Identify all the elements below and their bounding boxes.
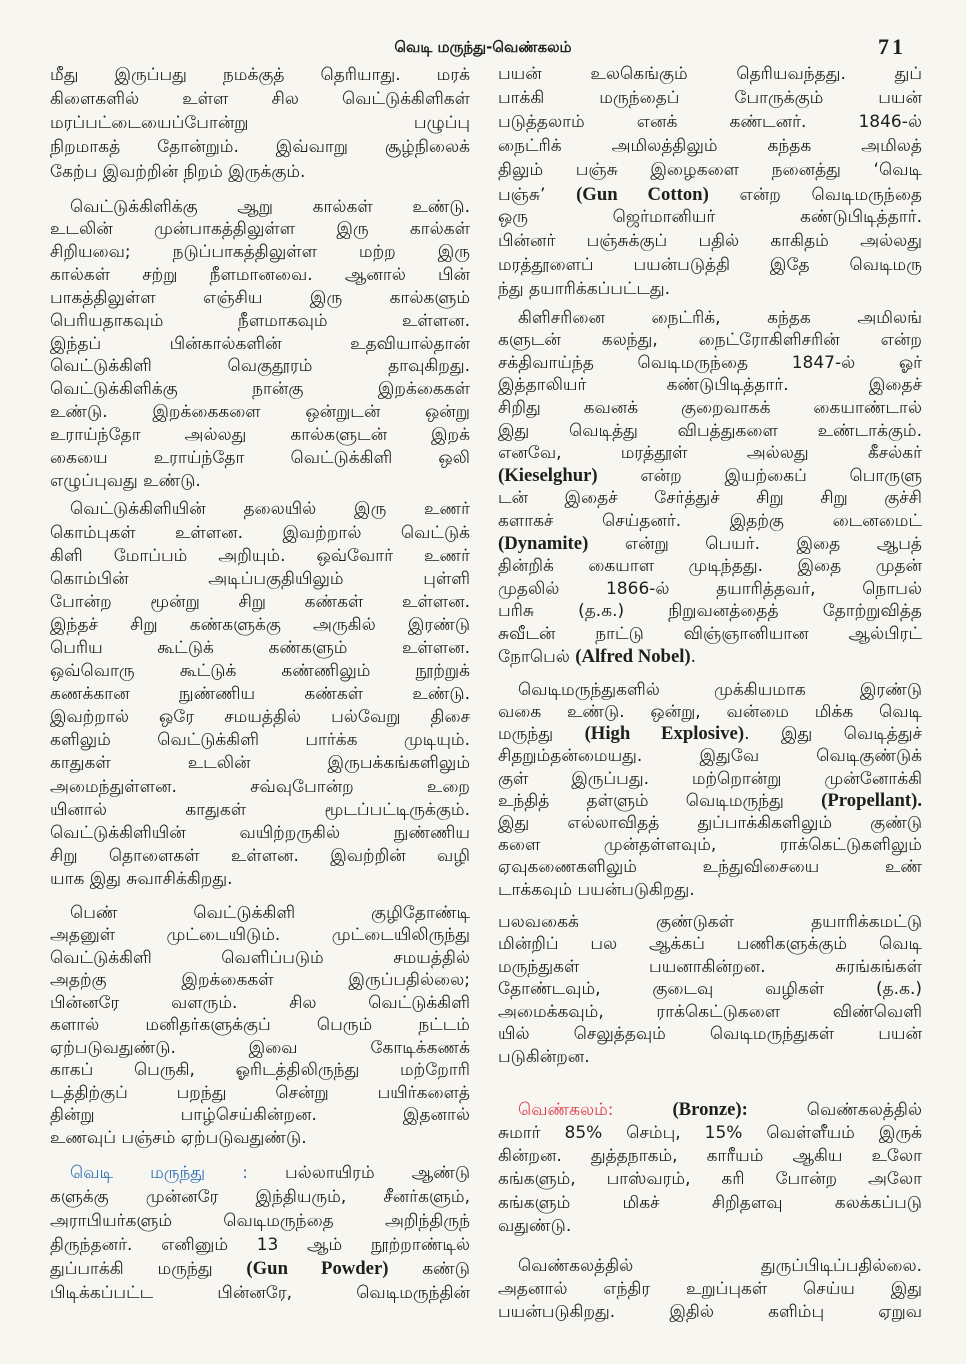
paragraph: [498, 63, 922, 302]
text-line: சக்திவாய்ந்த வெடிமருந்தை 1847-ல் ஓர்: [498, 352, 922, 373]
paragraph: [50, 498, 470, 891]
text-line: கங்களும் மிகச் சிறிதளவு கலக்கப்படு: [498, 1192, 922, 1213]
text-line: சிதறும்தன்மையது. இதுவே வெடிகுண்டுக்: [498, 746, 922, 767]
entry-heading: வெடி மருந்து :: [70, 1163, 248, 1183]
page-number: 71: [878, 34, 906, 59]
text-line: பெரிய கூட்டுக் கண்களும் உள்ளன.: [50, 638, 470, 658]
text-line: வெட்டுக்கிளிக்கு நான்கு இறக்கைகள்: [50, 379, 470, 400]
text-line: டத்திற்குப் பறந்து சென்று பயிர்களைத்: [50, 1082, 470, 1103]
english-term: (Gun Cotton): [576, 183, 709, 205]
english-term: (Gun Powder): [246, 1258, 389, 1279]
text-line: ஏற்படுவதுண்டு. இவை கோடிக்கணக்: [50, 1037, 470, 1058]
text-line: மின்றிப் பல ஆக்கப் பணிகளுக்கும் வெடி: [498, 934, 922, 955]
paragraph: [498, 911, 922, 1069]
text-line: சுமார் 85% செம்பு, 15% வெள்ளீயம் இருக்: [498, 1122, 922, 1143]
text-line: அமைந்துள்ளன. சவ்வுபோன்ற உறை: [50, 776, 470, 797]
text-line: [50, 1161, 470, 1185]
text-line: களுக்கு முன்னரே இந்தியரும், சீனர்களும்,: [50, 1187, 470, 1207]
text-line: [498, 1098, 922, 1121]
text-segment: என்ற வெடிமருந்தை: [708, 184, 922, 205]
text-segment: பல்லாயிரம் ஆண்டு: [247, 1163, 470, 1183]
text-segment: வெண்கலத்தில்: [747, 1100, 922, 1121]
paragraph: [50, 196, 470, 493]
paragraph: [498, 307, 922, 669]
text-line: இந்தப் பின்கால்களின் உதவியால்தான்: [50, 333, 470, 354]
text-line: வெட்டுக்கிளி வெகுதூரம் தாவுகிறது.: [50, 356, 470, 377]
text-line: சிறு தொளைகள் உள்ளன. இவற்றின் வழி: [50, 845, 470, 866]
text-line: யினால் காதுகள் மூடப்பட்டிருக்கும்.: [50, 799, 470, 820]
english-term: (Alfred Nobel): [575, 645, 691, 667]
text-segment: . இது வெடித்துச்: [744, 724, 922, 745]
text-line: கணக்கான நுண்ணிய கண்கள் உண்டு.: [50, 684, 470, 705]
text-line: தோண்டவும், குடைவு வழிகள் (த.க.): [498, 979, 922, 1000]
text-segment: நோபெல்: [498, 646, 576, 667]
text-line: படுத்தலாம் எனக் கண்டனர். 1846-ல்: [498, 111, 922, 132]
text-line: சுவீடன் நாட்டு விஞ்ஞானியான ஆல்பிரட்: [498, 624, 922, 644]
right-column: [498, 0, 922, 1364]
text-line: கிளைகளில் உள்ள சில வெட்டுக்கிளிகள்: [50, 89, 470, 110]
text-line: ஏவுகணைகளிலும் உந்துவிசையை உண்: [498, 857, 922, 878]
text-line: கேற்ப இவற்றின் நிறம் இருக்கும்.: [50, 161, 306, 182]
text-line: கிளி மோப்பம் அறியும். ஒவ்வோர் உணர்: [50, 545, 470, 566]
paragraph: [498, 679, 922, 901]
paragraph: [50, 63, 470, 184]
text-line: காதுகள் உடலின் இருபக்கங்களிலும்: [50, 753, 470, 774]
text-line: [498, 646, 922, 669]
text-line: உடலின் முன்பாகத்திலுள்ள இரு கால்கள்: [50, 219, 470, 240]
text-segment: உந்தித் தள்ளும் வெடிமருந்து: [498, 790, 822, 811]
text-line: பின்னர் பஞ்சுக்குப் பதில் காகிதம் அல்லது: [498, 231, 922, 252]
text-line: கின்றன. துத்தநாகம், காரீயம் ஆகிய உலோ: [498, 1146, 922, 1167]
text-line: கொம்பின் அடிப்பகுதியிலும் புள்ளி: [50, 568, 470, 589]
text-line: வெடிமருந்துகளில் முக்கியமாக இரண்டு: [518, 679, 922, 700]
text-line: வெட்டுக்கிளி வெளிப்படும் சமயத்தில்: [50, 947, 470, 968]
text-segment: என்ற இயற்கைப் பொருளு: [597, 465, 922, 486]
text-line: பலவகைக் குண்டுகள் தயாரிக்கமட்டு: [498, 911, 922, 932]
text-segment: கண்டு: [388, 1259, 470, 1279]
english-term: (Kieselghur): [498, 464, 598, 486]
text-line: அதனால் எந்திர உறுப்புகள் செய்ய இது: [498, 1278, 922, 1299]
text-segment: மருந்து: [498, 724, 585, 745]
text-line: திலும் பஞ்சு இழைகளை நனைத்து ‘வெடி: [498, 159, 922, 180]
text-line: பாகத்திலுள்ள எஞ்சிய இரு கால்களும்: [50, 287, 470, 308]
text-line: களாகச் செய்தனர். இதற்கு டைனமைட்: [498, 511, 922, 532]
text-line: [50, 1257, 470, 1281]
text-line: மருந்துகள் பயனாகின்றன. சுரங்கங்கள்: [498, 956, 922, 977]
english-term: (High Explosive): [584, 723, 745, 745]
entry-heading: வெண்கலம்:: [518, 1100, 614, 1121]
paragraph: [50, 1161, 470, 1305]
text-line: வகை உண்டு. ஒன்று, வன்மை மிக்க வெடி: [498, 702, 922, 723]
text-line: வெட்டுக்கிளிக்கு ஆறு கால்கள் உண்டு.: [70, 196, 470, 217]
text-line: இந்தச் சிறு கண்களுக்கு அருகில் இரண்டு: [50, 614, 470, 635]
english-term: (Propellant).: [821, 789, 922, 811]
text-line: பிடிக்கப்பட்ட பின்னரே, வெடிமருந்தின்: [50, 1283, 470, 1303]
text-line: அமைக்கவும், ராக்கெட்டுகளை விண்வெளி: [498, 1001, 922, 1022]
text-line: திருந்தனர். எனினும் 13 ஆம் நூற்றாண்டில்: [50, 1235, 470, 1255]
text-line: [498, 183, 922, 207]
text-line: டாக்கவும் பயன்படுகிறது.: [498, 879, 695, 900]
text-line: ந்து தயாரிக்கப்பட்டது.: [498, 279, 671, 300]
text-line: களுடன் கலந்து, நைட்ரோகிளிசரின் என்ற: [498, 330, 922, 351]
text-line: பின்னரே வளரும். சில வெட்டுக்கிளி: [50, 992, 470, 1013]
text-line: தின்றிக் கையாள முடிந்தது. இதை முதன்: [498, 556, 922, 577]
text-line: இத்தாலியர் கண்டுபிடித்தார். இதைச்: [498, 375, 922, 396]
paragraph: [498, 1255, 922, 1324]
text-line: ஒரு ஜெர்மானியர் கண்டுபிடித்தார்.: [498, 207, 922, 228]
text-line: பரிசு (த.க.) நிறுவனத்தைத் தோற்றுவித்த: [498, 601, 922, 622]
text-line: சிறிது கவனக் குறைவாகக் கையாண்டால்: [498, 398, 922, 419]
text-line: பாக்கி மருந்தைப் போருக்கும் பயன்: [498, 87, 922, 108]
text-line: வெண்கலத்தில் துருப்பிடிப்பதில்லை.: [518, 1255, 922, 1276]
text-line: [498, 533, 922, 556]
text-line: நைட்ரிக் அமிலத்திலும் கந்தக அமிலத்: [498, 135, 922, 156]
text-line: எழுப்புவது உண்டு.: [50, 470, 201, 491]
text-line: எனவே, மரத்தூள் அல்லது கீசல்கர்: [498, 443, 922, 464]
text-line: உணவுப் பஞ்சம் ஏற்படுவதுண்டு.: [50, 1127, 307, 1148]
text-line: [498, 723, 922, 745]
paragraph: [50, 902, 470, 1150]
text-line: அதனுள் முட்டையிடும். முட்டையிலிருந்து: [50, 925, 470, 946]
text-line: பயன்படுகிறது. இதில் களிம்பு ஏறுவ: [498, 1301, 922, 1322]
left-column: [50, 0, 470, 1364]
text-line: சிறியவை; நடுப்பாகத்திலுள்ள மற்ற இரு: [50, 242, 470, 263]
paragraph: [498, 1098, 922, 1238]
english-term: (Bronze):: [672, 1099, 748, 1121]
text-line: உராய்ந்தோ அல்லது கால்களுடன் இறக்: [50, 425, 470, 445]
text-line: ஒவ்வொரு கூட்டுக் கண்ணிலும் நூற்றுக்: [50, 661, 470, 682]
text-line: மரத்தூளைப் பயன்படுத்தி இதே வெடிமரு: [498, 255, 922, 276]
text-line: பெண் வெட்டுக்கிளி குழிதோண்டி: [70, 902, 470, 923]
text-line: களால் மனிதர்களுக்குப் பெரும் நட்டம்: [50, 1015, 470, 1036]
text-segment: துப்பாக்கி மருந்து: [50, 1259, 247, 1279]
text-line: கால்கள் சற்று நீளமானவை. ஆனால் பின்: [50, 265, 470, 286]
text-line: பயன் உலகெங்கும் தெரியவந்தது. துப்: [498, 64, 922, 85]
text-line: முதலில் 1866-ல் தயாரித்தவர், நொபல்: [498, 578, 922, 599]
text-line: இவற்றால் ஒரே சமயத்தில் பல்வேறு திசை: [50, 707, 470, 728]
text-line: [498, 790, 922, 812]
text-line: யில் செலுத்தவும் வெடிமருந்துகள் பயன்: [498, 1024, 922, 1045]
text-line: கங்களும், பாஸ்வரம், கரி போன்ற அலோ: [498, 1169, 922, 1190]
text-line: அதற்கு இறக்கைகள் இருப்பதில்லை;: [50, 970, 470, 991]
text-line: பெரியதாகவும் நீளமாகவும் உள்ளன.: [50, 310, 470, 331]
text-segment: .: [690, 646, 697, 667]
text-line: காகப் பெருகி, ஓரிடத்திலிருந்து மற்றோரி: [50, 1060, 470, 1081]
text-line: வெட்டுக்கிளியின் வயிற்றருகில் நுண்ணிய: [50, 822, 470, 843]
english-term: (Dynamite): [498, 532, 589, 554]
text-line: யாக இது சுவாசிக்கிறது.: [50, 868, 233, 889]
text-line: கிளிசரினை நைட்ரிக், கந்தக அமிலங்: [518, 307, 922, 328]
text-line: [498, 465, 922, 488]
text-line: களை முன்தள்ளவும், ராக்கெட்டுகளிலும்: [498, 835, 922, 856]
text-line: இது வெடித்து விபத்துகளை உண்டாக்கும்.: [498, 420, 922, 441]
text-segment: பஞ்சு’: [498, 184, 577, 205]
text-line: கொம்புகள் உள்ளன. இவற்றால் வெட்டுக்: [50, 522, 470, 543]
text-line: நிறமாகத் தோன்றும். இவ்வாறு சூழ்நிலைக்: [50, 137, 470, 158]
text-line: போன்ற மூன்று சிறு கண்கள் உள்ளன.: [50, 591, 470, 612]
text-line: இது எல்லாவிதத் துப்பாக்கிகளிலும் குண்டு: [498, 813, 922, 834]
text-line: மரப்பட்டையைப்போன்று பழுப்பு: [50, 113, 470, 134]
text-line: மீது இருப்பது நமக்குத் தெரியாது. மரக்: [50, 64, 470, 85]
text-segment: என்று பெயர். இதை ஆபத்: [588, 533, 922, 554]
text-line: படுகின்றன.: [498, 1046, 590, 1067]
text-line: வெட்டுக்கிளியின் தலையில் இரு உணர்: [70, 499, 470, 520]
text-line: உண்டு. இறக்கைகளை ஒன்றுடன் ஒன்று: [50, 402, 470, 423]
text-line: குள் இருப்பது. மற்றொன்று முன்னோக்கி: [498, 768, 922, 789]
text-line: தின்று பாழ்செய்கின்றன. இதனால்: [50, 1105, 470, 1126]
text-line: டன் இதைச் சேர்த்துச் சிறு சிறு குச்சி: [498, 488, 922, 509]
text-line: வதுண்டு.: [498, 1216, 572, 1237]
running-title: வெடி மருந்து-வெண்கலம்: [394, 38, 572, 56]
text-line: கையை உராய்ந்தோ வெட்டுக்கிளி ஒலி: [50, 447, 470, 468]
text-segment: [614, 1100, 673, 1120]
text-line: அராபியர்களும் வெடிமருந்தை அறிந்திருந்: [50, 1211, 470, 1231]
text-line: களிலும் வெட்டுக்கிளி பார்க்க முடியும்.: [50, 730, 470, 751]
